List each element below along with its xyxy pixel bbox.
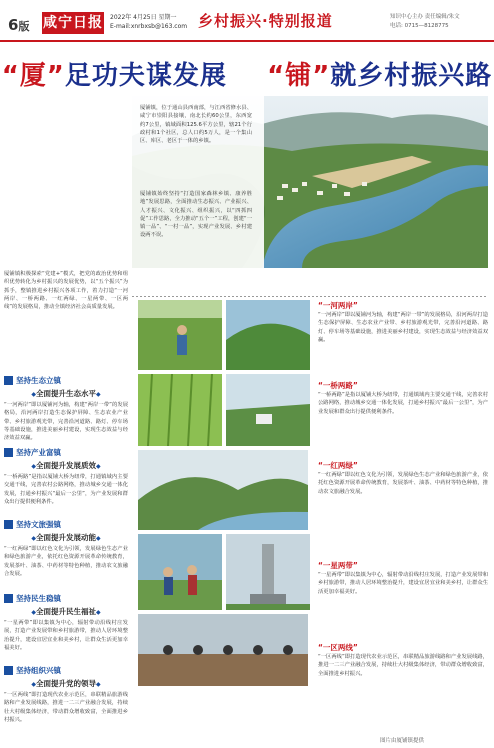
section-marker [4,594,13,603]
section-body: “一桥两路”是指以厦铺大桥为纽带，打通镇域内主要交通干线，完善农村公路网络，推动城乡交通一体化发展，打通乡村振兴“最后一公里”，为产业发展和群众出行提供便利条件。 [4,474,128,505]
section-industry [4,446,128,506]
intro-paragraph-2: 厦铺镇始终坚持“打造国家森林乡镇、康养胜地”发展思路，全面推动生态振兴、产业振兴、人才振兴、文化振兴、组织振兴，以“四抓四促”工作思路，全力推动“五个一”工程，创建“一镇一品”、“一村一品”，实现产业发展、乡村建设两不误。 [140,191,252,239]
right-item-title: “一红两绿” [318,461,358,470]
section-subtitle: ◆全面提升发展动能◆ [31,533,101,542]
section-ecology [4,374,128,442]
section-subtitle: ◆全面提升党的领导◆ [31,679,101,688]
memorial-statue-photo [226,534,310,610]
section-label: 坚持产业富镇 [16,448,61,457]
dateline [110,13,187,31]
section-title: 乡村振兴·特别报道 [198,12,333,30]
newspaper-logo: 咸宁日报 [42,12,104,34]
left-intro-paragraph: 厦铺镇积极探索“党建+”模式，把党的政治优势和组织优势转化为乡村振兴的发展优势，以“五个振兴”为抓手，整镇推进乡村振兴各项工作，着力打造“一河两岸、一桥两路、一红两绿、一星两带、一区两线”的发展格局，推动全镇经济社会高质量发展。 [4,271,128,311]
village-view-photo [226,374,310,446]
section-label: 坚持文旅强镇 [16,520,61,529]
page-number: 6版 [8,16,30,34]
section-body: “一区两线”即打造现代农业示范区，串联精品旅游线路和产业发展线路，推进一二三产业融合发展，持续壮大村级集体经济，带动群众增收致富，全面推进乡村振兴。 [4,692,128,723]
right-item-star-belt [318,560,488,596]
mountain-landscape-photo [138,450,308,530]
right-item-body: “一红两绿”即以红色文化为引领，发展绿色生态产业和绿色旅游产业，依托红色资源开展革命传统教育，发展茶叶、油茶、中药材等特色种植，推动农文旅融合发展。 [318,472,488,495]
contact-email: E-mail:xnrbxsb@163.com [110,23,188,30]
right-item-zone-lines [318,642,488,678]
section-subtitle: ◆全面提升生态水平◆ [31,389,101,398]
section-label: 坚持民生稳镇 [16,594,61,603]
meeting-photo [138,614,308,686]
section-label: 坚持组织兴镇 [16,666,61,675]
residents-photo [138,534,222,610]
divider [132,296,488,297]
photo-credit: 图片由厦铺镇提供 [380,738,425,744]
green-hills-photo [226,300,310,370]
section-subtitle: ◆全面提升发展质效◆ [31,461,101,470]
intro-paragraph-1: 厦铺镇，位于通山县西南部，与江西省修水县、咸宁市崇阳县接壤，南北长约60公里，东西宽约7公里，镇域面积125.6平方公里，辖21个行政村和1个社区，总人口约5万人，是一个集山区、库区、老区于一体的乡镇。 [140,105,252,145]
right-item-title: “一星两带” [318,561,358,570]
section-culture-tourism [4,518,128,578]
right-item-river [318,300,488,344]
section-body: “一星两带”即以集镇为中心，辐射带动沿线村庄发展，打造产业发展带和乡村旅游带，推动人居环境整治提升，建设宜居宜业和美乡村，让群众生活更加幸福美好。 [4,620,128,651]
header-rule [0,40,494,42]
issue-date: 2022年 4月25日 星期一 [110,14,177,21]
section-body: “一河两岸”即以厦铺河为轴，构建“两岸一带”的发展格局，沿河两岸打造生态保护屏障、生态农业产业带、乡村旅游观光带，完善沿河道路、路灯、停车场等基础设施，推进美丽乡村建设，实现生态效益与经济效益双赢。 [4,402,128,442]
main-headline [0,54,494,98]
phone-line: 电话: 0715—8128775 [390,23,449,29]
right-item-body: “一区两线”即打造现代农业示范区，串联精品旅游线路和产业发展线路，推进一二三产业融合发展，持续壮大村级集体经济，带动群众增收致富，全面推进乡村振兴。 [318,654,488,677]
section-subtitle: ◆全面提升民生福祉◆ [31,607,101,616]
headline-quote-2: “铺” [267,61,331,91]
section-label: 坚持生态立镇 [16,376,61,385]
headline-part-2: 就乡村振兴路 [330,61,493,91]
section-marker [4,448,13,457]
section-organization [4,664,128,724]
right-item-title: “一河两岸” [318,301,358,310]
right-item-body: “一桥两路”是指以厦铺大桥为纽带，打通镇域内主要交通干线，完善农村公路网络，推动城乡交通一体化发展，打通乡村振兴“最后一公里”，为产业发展和群众出行提供便利条件。 [318,392,488,415]
crop-field-photo [138,374,222,446]
right-item-body: “一星两带”即以集镇为中心，辐射带动沿线村庄发展，打造产业发展带和乡村旅游带，推动人居环境整治提升，建设宜居宜业和美乡村，让群众生活更加幸福美好。 [318,572,488,595]
right-item-body: “一河两岸”即以厦铺河为轴，构建“两岸一带”的发展格局，沿河两岸打造生态保护屏障、生态农业产业带、乡村旅游观光带，完善沿河道路、路灯、停车场等基础设施，推进美丽乡村建设，实现生态效益与经济效益双赢。 [318,312,488,343]
section-marker [4,376,13,385]
headline-part-1: 足功夫谋发展 [64,61,227,91]
section-marker [4,666,13,675]
farmer-field-photo [138,300,222,370]
headline-quote-1: “厦” [1,61,65,91]
editor-info [390,13,460,31]
editor-line: 知识中心主办 责任编辑/朱文 [390,14,460,20]
right-item-title: “一区两线” [318,643,358,652]
section-livelihood [4,592,128,652]
section-marker [4,520,13,529]
section-body: “一红两绿”即以红色文化为引领，发展绿色生态产业和绿色旅游产业，依托红色资源开展革命传统教育，发展茶叶、油茶、中药材等特色种植，推动农文旅融合发展。 [4,546,128,577]
right-item-title: “一桥两路” [318,381,358,390]
page-header [0,0,494,44]
right-item-bridge [318,380,488,416]
right-item-red-green [318,460,488,496]
